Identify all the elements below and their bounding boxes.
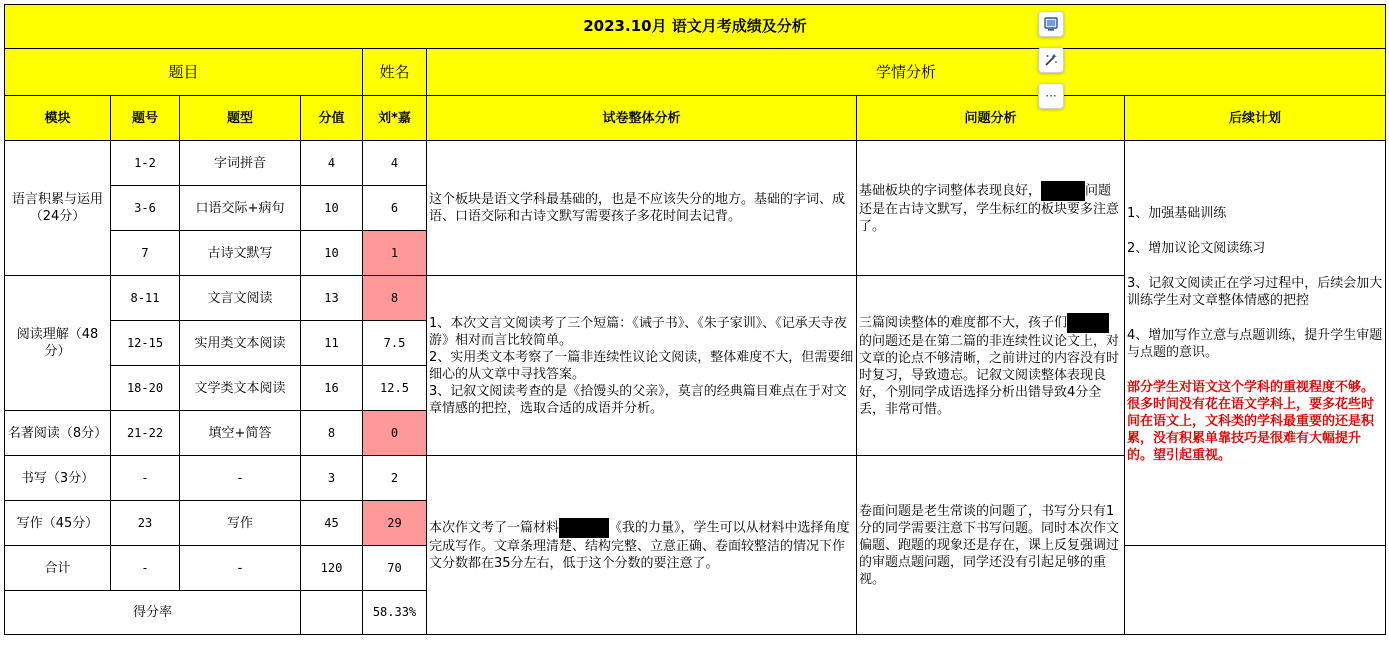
screen-icon [1043, 16, 1059, 32]
score-cell[interactable]: 6 [363, 186, 427, 231]
screen-button[interactable] [1038, 11, 1064, 37]
plan-item: 4、增加写作立意与点题训练，提升学生审题与点题的意识。 [1127, 327, 1383, 360]
plan-warning: 部分学生对语文这个学科的重视程度不够。很多时间没有花在语文学科上，要多花些时间在语文上，文科类的学科最重要的还是积累，没有积累单靠技巧是很难有大幅提升的。望引起重视。 [1127, 379, 1375, 463]
rate-empty-cell[interactable] [301, 591, 363, 635]
rate-value-cell[interactable]: 58.33% [363, 591, 427, 635]
overall-text: 《我的力量》，学生可以从材料中选择角度完成写作。文章条理清楚、结构完整、立意正确、卷面较整洁的情况下作文分数都在35分左右，低于这个分数的要注意了。 [429, 520, 850, 571]
qnum-cell[interactable]: 12-15 [111, 321, 180, 366]
col-header-plan[interactable]: 后续计划 [1125, 96, 1386, 141]
qnum-cell[interactable]: 8-11 [111, 276, 180, 321]
score-cell[interactable]: 12.5 [363, 366, 427, 411]
redaction-block [1067, 313, 1109, 333]
col-header-student[interactable]: 刘*嘉 [363, 96, 427, 141]
score-cell-low[interactable]: 8 [363, 276, 427, 321]
plan-empty-cell[interactable] [1125, 546, 1386, 635]
score-cell[interactable]: 2 [363, 456, 427, 501]
score-cell-low[interactable]: 29 [363, 501, 427, 546]
points-cell[interactable]: 4 [301, 141, 363, 186]
qtype-cell[interactable]: 写作 [180, 501, 301, 546]
problem-analysis-basics[interactable] [857, 141, 1125, 276]
problem-analysis-reading[interactable] [857, 276, 1125, 456]
problem-text: 问题还是在古诗文默写，学生标红的板块要多注意了。 [859, 183, 1120, 234]
problem-text: 的问题还是在第二篇的非连续性议论文上，对文章的论点不够清晰，之前讲过的内容没有时时复习，导致遗忘。记叙文阅读整体表现良好，个别同学成语选择分析出错导致4分全丢，非常可惜。 [859, 334, 1120, 417]
overall-analysis-reading[interactable]: 1、本次文言文阅读考了三个短篇：《诫子书》、《朱子家训》、《记承天寺夜游》相对而言比较简单。 2、实用类文本考察了一篇非连续性议论文阅读，整体难度不大，但需要细细心的从文章中寻找答案。 3、记叙文阅读考查的是《拾馒头的父亲》，莫言的经典篇目难点在于对文章情感的把控，选取合适的成语并分析。 [427, 276, 857, 456]
more-icon: ··· [1045, 89, 1057, 103]
module-cell[interactable]: 写作（45分） [5, 501, 111, 546]
problem-text: 基础板块的字词整体表现良好， [859, 183, 1042, 199]
score-cell[interactable]: 7.5 [363, 321, 427, 366]
qtype-cell[interactable]: 字词拼音 [180, 141, 301, 186]
floating-toolbar [1038, 11, 1068, 119]
magic-wand-button[interactable] [1038, 47, 1064, 73]
module-cell-total[interactable]: 合计 [5, 546, 111, 591]
follow-up-plan[interactable] [1125, 141, 1386, 546]
problem-text: 三篇阅读整体的难度都不大，孩子们 [859, 315, 1068, 331]
magic-wand-icon [1043, 52, 1059, 68]
col-header-points[interactable]: 分值 [301, 96, 363, 141]
qnum-cell[interactable]: 18-20 [111, 366, 180, 411]
qtype-cell[interactable]: 文学类文本阅读 [180, 366, 301, 411]
module-cell[interactable]: 名著阅读（8分） [5, 411, 111, 456]
plan-item: 2、增加议论文阅读练习 [1127, 240, 1266, 256]
overall-analysis-writing[interactable] [427, 456, 857, 635]
module-cell[interactable]: 阅读理解（48分） [5, 276, 111, 411]
col-header-qtype[interactable]: 题型 [180, 96, 301, 141]
qtype-cell[interactable]: 填空+简答 [180, 411, 301, 456]
qtype-cell[interactable]: - [180, 456, 301, 501]
points-cell[interactable]: 11 [301, 321, 363, 366]
qtype-cell[interactable]: 文言文阅读 [180, 276, 301, 321]
points-cell[interactable]: 8 [301, 411, 363, 456]
qnum-cell[interactable]: 23 [111, 501, 180, 546]
col-header-module[interactable]: 模块 [5, 96, 111, 141]
redaction-block [559, 518, 609, 538]
qtype-cell[interactable]: 口语交际+病句 [180, 186, 301, 231]
overall-text: 本次作文考了一篇材料 [429, 520, 560, 536]
more-button[interactable] [1038, 83, 1064, 109]
points-cell[interactable]: 45 [301, 501, 363, 546]
col-header-overall[interactable]: 试卷整体分析 [427, 96, 857, 141]
qnum-cell[interactable]: 21-22 [111, 411, 180, 456]
group-header-analysis[interactable]: 学情分析 [427, 49, 1386, 96]
points-cell-total[interactable]: 120 [301, 546, 363, 591]
qtype-cell[interactable]: - [180, 546, 301, 591]
points-cell[interactable]: 10 [301, 186, 363, 231]
qnum-cell[interactable]: 1-2 [111, 141, 180, 186]
qnum-cell[interactable]: - [111, 546, 180, 591]
points-cell[interactable]: 13 [301, 276, 363, 321]
qnum-cell[interactable]: 3-6 [111, 186, 180, 231]
rate-label-cell[interactable]: 得分率 [5, 591, 301, 635]
problem-analysis-writing[interactable]: 卷面问题是老生常谈的问题了，书写分只有1分的同学需要注意下书写问题。同时本次作文偏题、跑题的现象还是存在，课上反复强调过的审题点题问题，同学还没有引起足够的重视。 [857, 456, 1125, 635]
plan-item: 3、记叙文阅读正在学习过程中，后续会加大训练学生对文章整体情感的把控 [1127, 275, 1383, 308]
qtype-cell[interactable]: 实用类文本阅读 [180, 321, 301, 366]
group-header-name[interactable]: 姓名 [363, 49, 427, 96]
col-header-qnum[interactable]: 题号 [111, 96, 180, 141]
sheet-title[interactable]: 2023.10月 语文月考成绩及分析 [5, 5, 1386, 49]
score-cell-total[interactable]: 70 [363, 546, 427, 591]
qtype-cell[interactable]: 古诗文默写 [180, 231, 301, 276]
points-cell[interactable]: 10 [301, 231, 363, 276]
group-header-question[interactable]: 题目 [5, 49, 363, 96]
module-cell[interactable]: 语言积累与运用（24分） [5, 141, 111, 276]
col-header-problems[interactable]: 问题分析 [857, 96, 1125, 141]
score-analysis-table [4, 4, 1386, 635]
qnum-cell[interactable]: - [111, 456, 180, 501]
module-cell[interactable]: 书写（3分） [5, 456, 111, 501]
points-cell[interactable]: 16 [301, 366, 363, 411]
overall-analysis-basics[interactable]: 这个板块是语文学科最基础的，也是不应该失分的地方。基础的字词、成语、口语交际和古诗文默写需要孩子多花时间去记背。 [427, 141, 857, 276]
score-cell-low[interactable]: 1 [363, 231, 427, 276]
score-cell-low[interactable]: 0 [363, 411, 427, 456]
redaction-block [1041, 181, 1085, 201]
qnum-cell[interactable]: 7 [111, 231, 180, 276]
score-cell[interactable]: 4 [363, 141, 427, 186]
points-cell[interactable]: 3 [301, 456, 363, 501]
plan-item: 1、加强基础训练 [1127, 205, 1227, 221]
